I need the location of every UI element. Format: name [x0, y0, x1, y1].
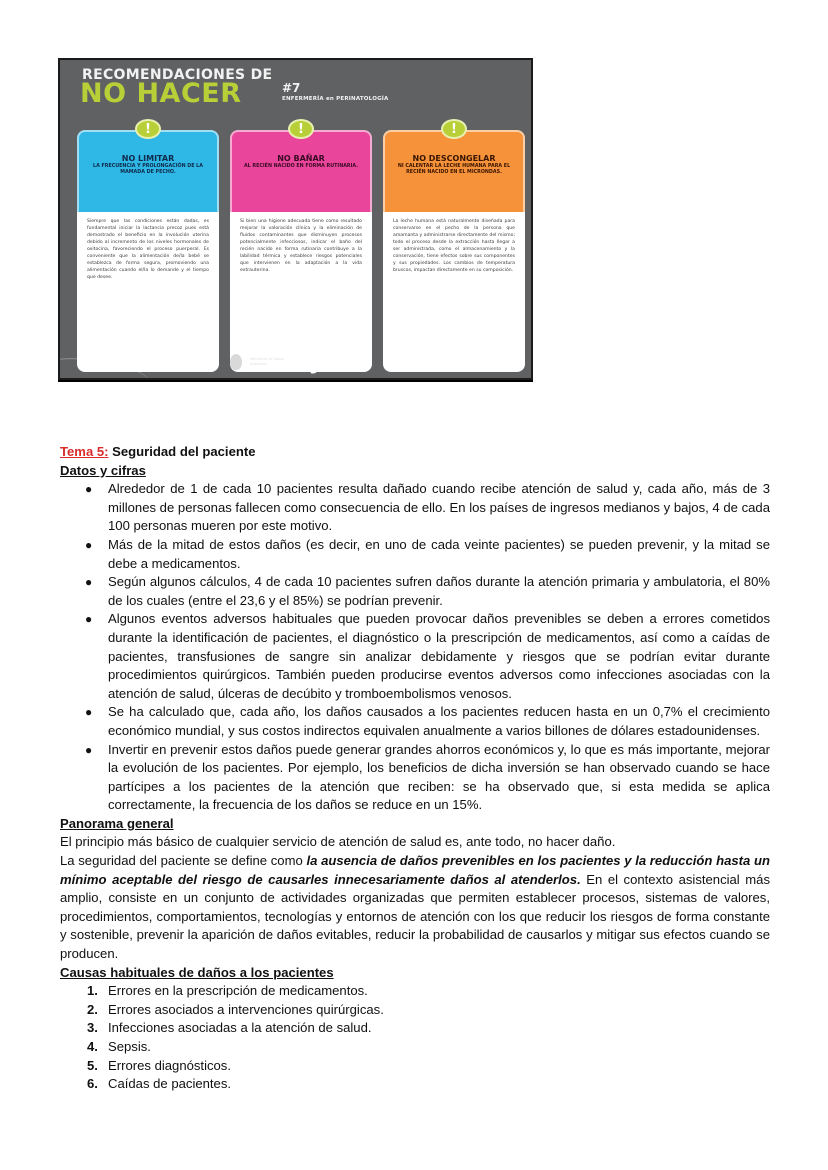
overview-heading: Panorama general [60, 815, 174, 831]
brand-logo [294, 352, 350, 372]
card-header [383, 130, 525, 212]
card-subheading: LA FRECUENCIA Y PROLONGACIÓN DE LA MAMADA DE PECHO. [93, 164, 203, 176]
list-item [60, 1057, 770, 1076]
list-item [60, 1038, 770, 1057]
list-item-text: Alrededor de 1 de cada 10 pacientes resulta dañado cuando recibe atención de salud y, cada año, más de 3 millones de personas fallecen como consecuencia de ello. En los países de ingresos medianos y bajos, 4 de cada 100 personas mueren por este motivo. [108, 481, 770, 534]
card-header [230, 130, 372, 212]
list-item [60, 573, 770, 610]
list-item-text: Errores diagnósticos. [108, 1057, 231, 1073]
poster-card-no-banar [230, 121, 372, 374]
list-number: 3. [87, 1020, 98, 1036]
list-item-text: Algunos eventos adversos habituales que pueden provocar daños prevenibles se deben a errores cometidos durante la identificación de pacientes, el diagnóstico o la prescripción de medicamentos, así como a caídas de pacientes, transfusiones de sangre sin analizar debidamente y riesgos que se podrían evitar durante procedimientos quirúrgicos. También pueden producirse eventos adversos como infecciones asociadas con la atención de salud, úlceras de decúbito y tromboembolismos venosos. [108, 611, 770, 701]
bullet-icon: ● [85, 482, 93, 497]
bullet-icon: ● [85, 612, 93, 627]
patient-safety-definition: la ausencia de daños prevenibles en los pacientes y la reducción hasta un mínimo aceptable del riesgo de causarles innecesariamente daños al atenderlos. [60, 853, 770, 887]
topic-name: Seguridad del paciente [108, 444, 256, 459]
list-item-text: Caídas de pacientes. [108, 1076, 232, 1092]
list-item [60, 536, 770, 573]
brand-line1: primero [298, 351, 343, 362]
card-body: La leche humana está naturalmente diseñada para conservarse en el pecho de la persona que amamanta y administrarse directamente del mismo; todo el proceso desde la extracción hasta llegar a ser administrada, como el almacenamiento y la conservación, tiene efectos sobre sus componentes y sus propiedades. Los cambios de temperatura bruscos, impactan directamente en su composición. [383, 212, 525, 372]
list-number: 6. [87, 1076, 98, 1092]
bullet-icon: ● [85, 705, 93, 720]
poster-footer [230, 352, 350, 372]
exclamation-icon: ! [288, 119, 314, 139]
card-subheading: NI CALENTAR LA LECHE HUMANA PARA EL RECIÉN NACIDO EN EL MICRONDAS. [397, 164, 511, 176]
list-number: 2. [87, 1001, 98, 1017]
list-item-text: Más de la mitad de estos daños (es decir, en uno de cada veinte pacientes) se pueden prevenir, y la mitad se debe a medicamentos. [108, 536, 770, 571]
list-item [60, 982, 770, 1001]
list-item [60, 1001, 770, 1020]
list-item [60, 1075, 770, 1094]
poster-card-no-limitar [77, 121, 219, 370]
list-item [60, 741, 770, 815]
topic-title [60, 443, 770, 462]
card-heading: NO BAÑAR [277, 154, 325, 163]
list-item-text: Infecciones asociadas a la atención de salud. [108, 1020, 372, 1036]
bullet-icon: ● [85, 742, 93, 757]
document-body [60, 443, 770, 1094]
card-subheading: AL RECIÉN NACIDO EN FORMA RUTINARIA. [243, 164, 359, 169]
overview-text: La seguridad del paciente se define como [60, 853, 307, 869]
brand-line2: la gente [294, 360, 350, 374]
poster-subtitle: ENFERMERÍA en PERINATOLOGÍA [282, 96, 389, 102]
topic-label: Tema 5: [60, 444, 109, 459]
poster-card-no-descongelar [383, 121, 525, 370]
list-item [60, 1019, 770, 1038]
poster-title-line1: RECOMENDACIONES DE [82, 67, 273, 83]
causes-heading: Causas habituales de daños a los pacientes [60, 964, 334, 980]
overview-paragraph-1: El principio más básico de cualquier servicio de atención de salud es, ante todo, no hacer daño. [60, 834, 616, 850]
exclamation-icon: ! [135, 119, 161, 139]
list-item-text: Según algunos cálculos, 4 de cada 10 pacientes sufren daños durante la atención primaria y ambulatoria, el 80% de los cuales (entre el 23,6 y el 85%) se podrían prevenir. [108, 574, 770, 608]
list-item [60, 480, 770, 536]
overview-paragraph-2 [60, 852, 770, 964]
card-body: Siempre que las condiciones están dadas, es fundamental iniciar la lactancia precoz pues está demostrado el beneficio en la involución uterina debido al incremento de los niveles hormonales de oxitocina, favoreciendo el proceso puerperal. Es conveniente que la alimentación de/la bebé se establezca de forma segura, promoviendo una alimentación cuando el/la lo demande y el tiempo que desee. [77, 212, 219, 372]
facts-heading: Datos y cifras [60, 462, 146, 478]
list-item [60, 610, 770, 703]
list-item-text: Invertir en prevenir estos daños puede generar grandes ahorros económicos y, lo que es más importante, mejorar la evolución de los pacientes. Por ejemplo, los beneficios de dicha inversión se han observado cuando se hace partícipes a los pacientes de la atención que reciben: se ha observado que, si esta medida se aplica correctamente, la frecuencia de los daños se reduce en un 15%. [108, 741, 770, 813]
card-heading: NO DESCONGELAR [412, 154, 496, 163]
list-number: 4. [87, 1039, 98, 1054]
list-item-text: Sepsis. [108, 1039, 151, 1054]
list-item-text: Errores asociados a intervenciones quirúrgicas. [108, 1001, 384, 1017]
poster-title-line2: NO HACER [80, 78, 242, 109]
card-heading: NO LIMITAR [121, 154, 175, 163]
facts-list [60, 480, 770, 815]
bullet-icon: ● [85, 537, 93, 552]
list-item-text: Se ha calculado que, cada año, los daños causados a los pacientes reducen hasta en un 0,7% el crecimiento económico mundial, y sus costos indirectos equivalen anualmente a varios billones de dólares estadounidenses. [108, 704, 770, 738]
causes-list [60, 982, 770, 1094]
card-header [77, 130, 219, 212]
overview-text: En el contexto asistencial más amplio, consiste en un conjunto de actividades organizadas que permiten establecer procesos, sistemas de valores, procedimientos, comportamientos, tecnologías y entornos de atención con los que reducir los riesgos de forma constante y sostenible, prevenir la aparición de daños evitables, reducir la probabilidad de causarlos y mitigar sus efectos cuando se producen. [60, 871, 770, 962]
recommendations-poster [58, 58, 533, 380]
national-crest-icon [230, 354, 242, 370]
card-body: Si bien una higiene adecuada tiene como resultado mejorar la valoración clínica y la eliminación de fluidos contaminantes que disminuyen procesos potencialmente infecciosos, indicar el baño del recién nacido en forma rutinaria contribuye a la labilidad térmica y establece riesgos potenciales que intervienen en la adaptación a la vida extrauterina. [230, 212, 372, 372]
poster-number: #7 [282, 81, 301, 95]
list-item [60, 703, 770, 740]
list-number: 5. [87, 1057, 98, 1073]
ministry-label: Ministerio de Salud Argentina [250, 357, 284, 366]
list-item-text: Errores en la prescripción de medicamentos. [108, 983, 368, 999]
list-number: 1. [87, 983, 98, 999]
bullet-icon: ● [85, 575, 93, 590]
exclamation-icon: ! [441, 119, 467, 139]
